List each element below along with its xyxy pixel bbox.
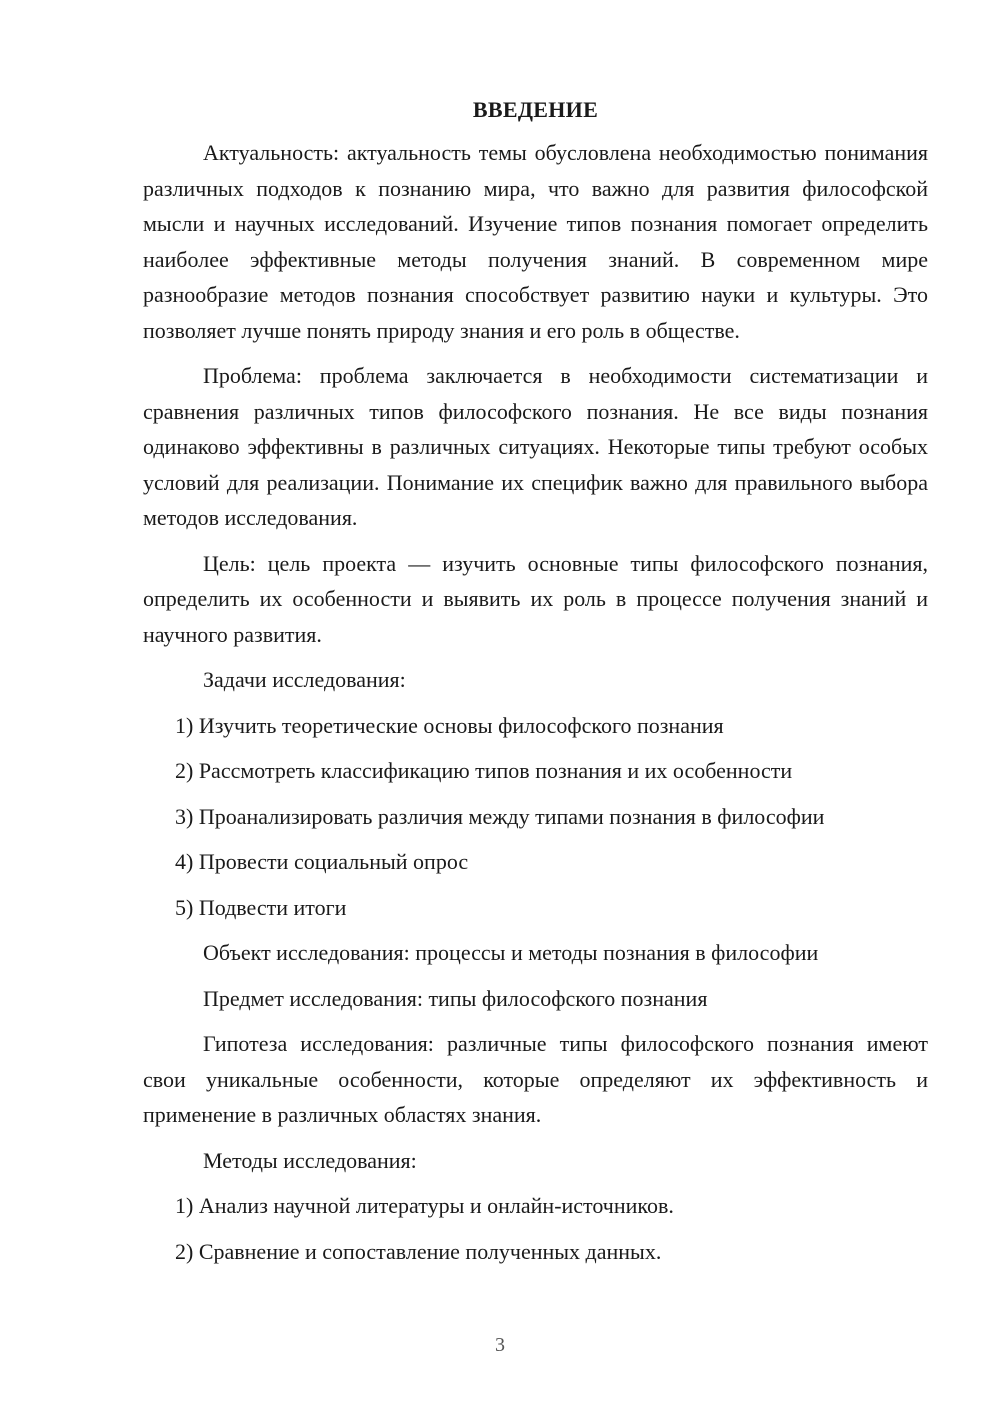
methods-list	[143, 1188, 928, 1269]
goal-paragraph: Цель: цель проекта — изучить основные типы философского познания, определить их особенности и выявить их роль в процессе получения знаний и научного развития.	[143, 550, 928, 647]
methods-heading: Методы исследования:	[203, 1147, 417, 1173]
object-line: Объект исследования: процессы и методы познания в философии	[203, 940, 819, 965]
list-item: 2) Рассмотреть классификацию типов познания и их особенности	[175, 758, 793, 783]
subject-line: Предмет исследования: типы философского познания	[203, 985, 708, 1011]
tasks-list	[143, 708, 928, 926]
list-item: 3) Проанализировать различия между типами познания в философии	[175, 803, 825, 829]
list-item: 2) Сравнение и сопоставление полученных данных.	[175, 1238, 662, 1264]
list-item: 1) Изучить теоретические основы философского познания	[175, 712, 724, 738]
document-page	[143, 95, 928, 1279]
hypothesis-paragraph: Гипотеза исследования: различные типы философского познания имеют свои уникальные особенности, которые определяют их эффективность и применение в различных областях знания.	[143, 1031, 928, 1127]
list-item: 1) Анализ научной литературы и онлайн-источников.	[175, 1193, 674, 1218]
list-item: 4) Провести социальный опрос	[175, 849, 469, 874]
section-title: ВВЕДЕНИЕ	[472, 97, 599, 122]
list-item: 5) Подвести итоги	[175, 894, 347, 920]
relevance-paragraph: Актуальность: актуальность темы обусловлена необходимостью понимания различных подходов к познанию мира, что важно для развития философской мысли и научных исследований. Изучение типов познания помогает определить наиболее эффективные методы получения знаний. В современном мире разнообразие методов познания способствует развитию науки и культуры. Это позволяет лучше понять природу знания и его роль в обществе.	[143, 140, 928, 343]
page-number: 3	[495, 1334, 505, 1356]
problem-paragraph: Проблема: проблема заключается в необходимости систематизации и сравнения различных типов философского познания. Не все виды познания одинаково эффективны в различных ситуациях. Некоторые типы требуют особых условий для реализации. Понимание их специфик важно для правильного выбора методов исследования.	[143, 363, 928, 530]
tasks-heading: Задачи исследования:	[203, 667, 406, 692]
